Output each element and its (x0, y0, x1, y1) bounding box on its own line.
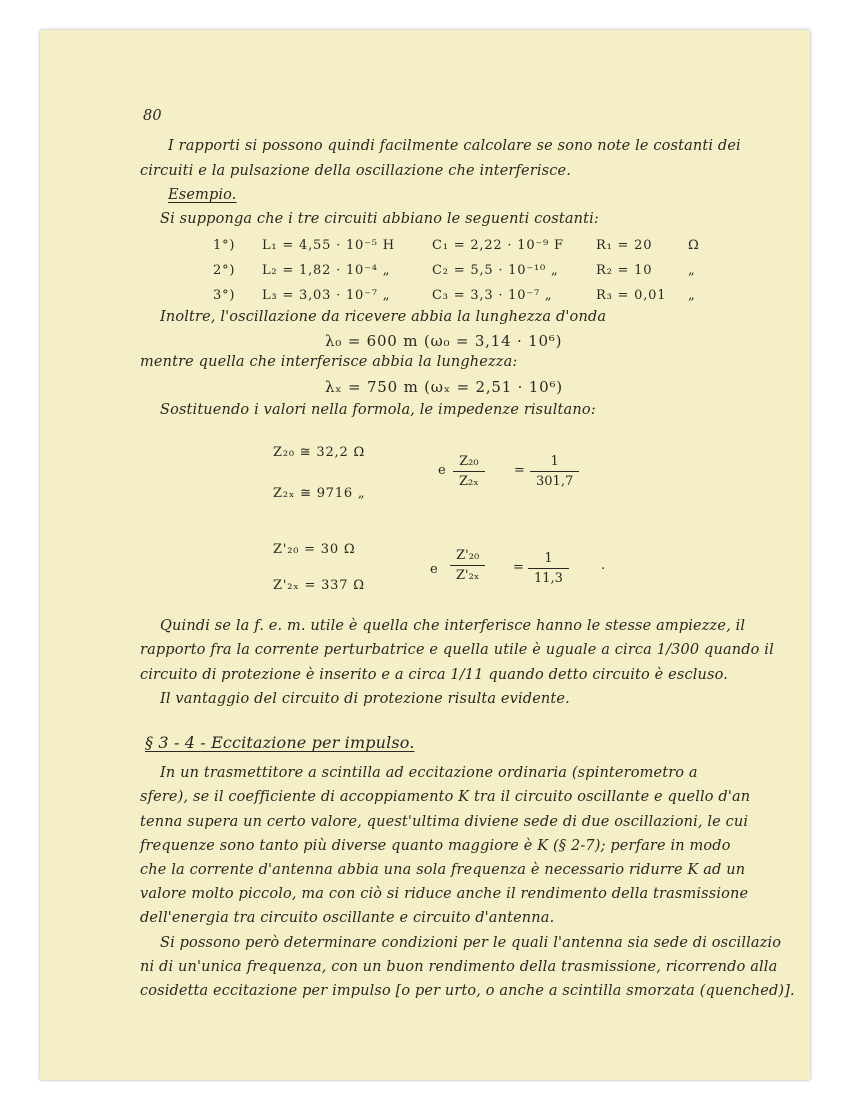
conclusion-line-4: Il vantaggio del circuito di protezione risulta evidente. (160, 691, 570, 707)
section-line-8: Si possono però determinare condizioni per le quali l'antenna sia sede di oscillazio (160, 935, 782, 951)
row-1-inductance: L₁ = 4,55 · 10⁻⁵ H (262, 238, 395, 253)
fraction-2-denominator: Z'₂ₓ (456, 568, 480, 583)
lambda-0-formula: λ₀ = 600 m (ω₀ = 3,14 · 10⁶) (325, 332, 563, 350)
z2x-value: Z₂ₓ ≅ 9716 „ (273, 486, 366, 501)
section-line-7: dell'energia tra circuito oscillante e circuito d'antenna. (140, 910, 555, 926)
equals-sign-1: = (514, 463, 526, 478)
row-3-capacitance: C₃ = 3,3 · 10⁻⁷ „ (432, 288, 553, 303)
row-1-unit: Ω (688, 238, 700, 253)
section-line-6: valore molto piccolo, ma con ciò si riduce anche il rendimento della trasmissione (140, 886, 749, 902)
fraction-1-numerator: Z₂₀ (453, 454, 485, 472)
section-line-3: tenna supera un certo valore, quest'ultima diviene sede di due oscillazioni, le cui (140, 814, 749, 830)
row-2-index: 2°) (213, 263, 236, 278)
section-line-10: cosidetta eccitazione per impulso [o per urto, o anche a scintilla smorzata (quenched)]. (140, 983, 795, 999)
intro-line-1: I rapporti si possono quindi facilmente calcolare se sono note le costanti dei (168, 138, 741, 154)
row-3-inductance: L₃ = 3,03 · 10⁻⁷ „ (262, 288, 391, 303)
conclusion-line-3: circuito di protezione è inserito e a circa 1/11 quando detto circuito è escluso. (140, 667, 728, 683)
mentre-line: mentre quella che interferisce abbia la lunghezza: (140, 354, 518, 370)
conclusion-line-1: Quindi se la f. e. m. utile è quella che interferisce hanno le stesse ampiezze, il (160, 618, 746, 634)
ratio-2-denominator: 11,3 (534, 571, 563, 586)
closing-dot: . (601, 558, 606, 573)
conclusion-line-2: rapporto fra la corrente perturbatrice e quella utile è uguale a circa 1/300 quando il (140, 642, 774, 658)
ratio-1-numerator: 1 (530, 454, 579, 472)
equals-sign-2: = (513, 560, 525, 575)
row-2-resistance: R₂ = 10 (596, 263, 653, 278)
ratio-fraction-1 (530, 454, 579, 489)
row-3-index: 3°) (213, 288, 236, 303)
section-line-5: che la corrente d'antenna abbia una sola frequenza è necessario ridurre K ad un (140, 862, 746, 878)
section-line-9: ni di un'unica frequenza, con un buon rendimento della trasmissione, ricorrendo alla (140, 959, 778, 975)
row-1-index: 1°) (213, 238, 236, 253)
page-number: 80 (143, 108, 162, 124)
lambda-x-formula: λₓ = 750 m (ωₓ = 2,51 · 10⁶) (325, 378, 563, 396)
sostituendo-line: Sostituendo i valori nella formola, le impedenze risultano: (160, 402, 596, 418)
section-line-4: frequenze sono tanto più diverse quanto maggiore è K (§ 2-7); perfare in modo (140, 838, 731, 854)
section-line-1: In un trasmettitore a scintilla ad eccitazione ordinaria (spinterometro a (160, 765, 698, 781)
impedance-fraction-2 (450, 548, 485, 583)
zp20-value: Z'₂₀ = 30 Ω (273, 542, 356, 557)
row-3-unit: „ (688, 288, 696, 303)
z20-value: Z₂₀ ≅ 32,2 Ω (273, 445, 366, 460)
impedance-fraction-1 (453, 454, 485, 489)
ratio-1-denominator: 301,7 (536, 474, 574, 489)
row-2-capacitance: C₂ = 5,5 · 10⁻¹⁰ „ (432, 263, 559, 278)
ratio-2-numerator: 1 (528, 551, 569, 569)
section-line-2: sfere), se il coefficiente di accoppiamento K tra il circuito oscillante e quello d'an (140, 789, 751, 805)
document-page (40, 30, 810, 1080)
row-1-resistance: R₁ = 20 (596, 238, 653, 253)
row-2-inductance: L₂ = 1,82 · 10⁻⁴ „ (262, 263, 391, 278)
fraction-2-numerator: Z'₂₀ (450, 548, 485, 566)
and-label-2: e (430, 562, 439, 577)
zp2x-value: Z'₂ₓ = 337 Ω (273, 578, 365, 593)
inoltre-line: Inoltre, l'oscillazione da ricevere abbia la lunghezza d'onda (160, 309, 607, 325)
row-3-resistance: R₃ = 0,01 (596, 288, 667, 303)
section-heading: § 3 - 4 - Eccitazione per impulso. (145, 733, 415, 752)
example-lead: Si supponga che i tre circuiti abbiano le seguenti costanti: (160, 211, 599, 227)
and-label-1: e (438, 463, 447, 478)
row-2-unit: „ (688, 263, 696, 278)
example-heading: Esempio. (168, 187, 237, 203)
ratio-fraction-2 (528, 551, 569, 586)
row-1-capacitance: C₁ = 2,22 · 10⁻⁹ F (432, 238, 564, 253)
intro-line-2: circuiti e la pulsazione della oscillazione che interferisce. (140, 163, 571, 179)
fraction-1-denominator: Z₂ₓ (459, 474, 479, 489)
